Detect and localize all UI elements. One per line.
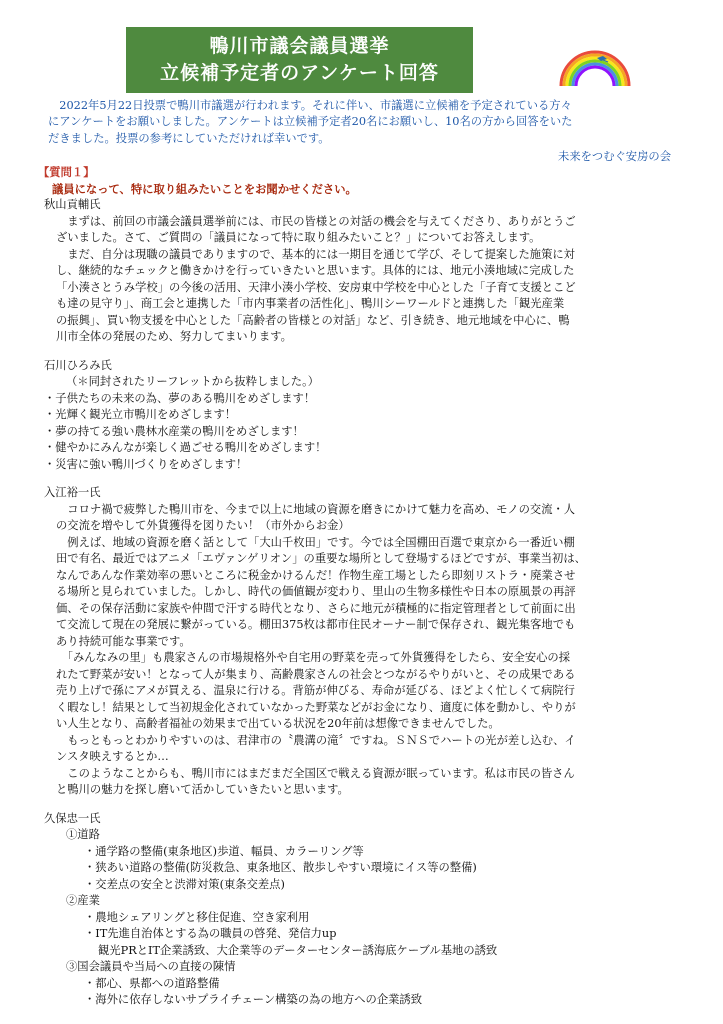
answer-line: の振興」、買い物支援を中心とした「高齢者の皆様との対話」など、引き続き、地元地域を中心に、鴨	[56, 313, 570, 327]
answer-line: れたて野菜が安い！となって人が集まり、高齢農家さんの社会とつながるやりがいと、その成果である	[56, 667, 576, 681]
answer-heading: ③国会議員や当局への直接の陳情	[66, 960, 236, 973]
answer-line: ざいました。さて、ご質問の「議員になって特に取り組みたいこと？」についてお答えします。	[56, 231, 541, 244]
answer-line: ・健やかにみんなが楽しく過ごせる鴨川をめざします！	[44, 441, 327, 454]
answer-line: 例えば、地域の資源を磨く話として「大山千枚田」です。今では全国棚田百選で東京から一番近い棚	[56, 535, 575, 549]
answer-line: ・IT先進自治体とする為の職員の啓発、発信力up	[84, 927, 337, 940]
organization-name: 未来をつむぐ安房の会	[558, 150, 671, 163]
rainbow-icon	[553, 38, 638, 88]
answer-line: まずは、前回の市議会議員選挙前には、市民の皆様との対話の機会を与えてくださり、ありがとうご	[56, 214, 576, 228]
answer-line: も達の見守り」、商工会と連携した「市内事業者の活性化」、鴨川シーワールドと連携した「観光産業	[56, 297, 565, 310]
respondent-name: 久保忠一氏	[44, 811, 101, 825]
question-label: 【質問１】	[38, 165, 95, 179]
answer-line: ・交差点の安全と渋滞対策(東条交差点)	[84, 877, 285, 891]
intro-text	[48, 98, 678, 147]
answer-line: このようなことからも、鴨川市にはまだまだ全国区で戦える資源が眠っています。私は市民の皆さん	[56, 766, 575, 780]
answer-heading: ①道路	[66, 828, 100, 841]
answer-line: 川市全体の発展のため、努力してまいります。	[56, 330, 292, 343]
respondent-name: 石川ひろみ氏	[44, 358, 112, 372]
title-line-2: 立候補予定者のアンケート回答	[160, 62, 439, 84]
answer-line: く暇なし！結果として当初規金化されていなかった野菜などがお金になり、適度に体を動かし、やりが	[56, 700, 576, 714]
question-text: 議員になって、特に取り組みたいことをお聞かせください。	[52, 181, 357, 196]
intro-line: にアンケートをお願いしました。アンケートは立候補予定者20名にお願いし、10名の方から回答をいた	[48, 115, 573, 129]
answer-line: て交流して現在の発展に繋がっている。棚田375枚は都市住民オーナー制で保存され、観光集客地でも	[56, 618, 576, 631]
answer-line: と鴨川の魅力を探し磨いて活かしていきたいと思います。	[56, 783, 349, 796]
answer-line: ・子供たちの未来の為、夢のある鴨川をめざします！	[44, 391, 316, 405]
answer-line: もっともっとわかりやすいのは、君津市の〝農溝の滝〞ですね。ＳＮＳでハートの光が差し込む、イ	[56, 733, 576, 747]
answer-line: ・夢の持てる強い農林水産業の鴨川をめざします！	[44, 424, 304, 438]
answer-line: の交流を増やして外貨獲得を図りたい！（市外からお金）	[56, 519, 350, 532]
answer-line: 観光PRとIT企業誘致、大企業等のデーターセンター誘海底ケーブル基地の誘致	[98, 943, 498, 957]
intro-line: 2022年5月22日投票で鴨川市議選が行われます。それに伴い、市議選に立候補を予定されている方々	[48, 99, 572, 112]
answer-line: ・災害に強い鴨川づくりをめざします！	[44, 457, 248, 471]
title-banner	[126, 27, 473, 93]
answer-line: 売り上げで孫にアメが買える、温泉に行ける。背筋が伸びる、寿命が延びる、ほどよく忙しくて病院行	[56, 684, 575, 697]
answer-line: し、継続的なチェックと働きかけを行っていきたいと思います。具体的には、地元小湊地域に完成した	[56, 264, 575, 277]
answer-line: ・狭あい道路の整備(防災救急、東条地区、散歩しやすい環境にイス等の整備)	[84, 861, 477, 874]
answer-line: い人生となり、高齢者福祉の効果まで出ている状況を20年前は想像できませんでした。	[56, 717, 500, 730]
answer-line: まだ、自分は現職の議員でありますので、基本的には一期目を通じて学び、そして提案した施策に対	[56, 247, 575, 261]
answer-line: コロナ禍で疲弊した鴨川市を、今まで以上に地域の資源を磨きにかけて魅力を高め、モノの交流・人	[56, 502, 576, 516]
answer-line: 「みんなみの里」も農家さんの市場規格外や自宅用の野菜を売って外貨獲得をしたら、安全安心の採	[56, 651, 571, 664]
answer-line: ・海外に依存しないサプライチェーン構築の為の地方への企業誘致	[84, 993, 423, 1006]
respondent-name: 入江裕一氏	[44, 486, 101, 499]
answer-line: 価、その保存活動に家族や仲間で汗する時代となり、さらに地元が積極的に指定管理者として前面に出	[56, 601, 576, 615]
answer-line: ・都心、県都への道路整備	[84, 976, 220, 990]
answer-line: ・農地シェアリングと移住促進、空き家利用	[84, 910, 310, 924]
intro-line: だきました。投票の参考にしていただければ幸いです。	[48, 131, 330, 145]
answer-line: 田で有名、最近ではアニメ「エヴァンゲリオン」の重要な場所として登場するほどですが、事業当初は、	[56, 552, 586, 565]
title-line-1: 鴨川市議会議員選挙	[209, 35, 390, 57]
answer-line: （＊同封されたリーフレットから抜粋しました。）	[66, 375, 320, 388]
answer-line: ・通学路の整備(東条地区)歩道、幅員、カラーリング等	[84, 844, 364, 858]
answer-line: ンスタ映えするとか…	[56, 750, 169, 763]
answer-ishikawa	[44, 374, 680, 473]
answer-line: 「小湊さとうみ学校」の今後の活用、天津小湊小学校、安房東中学校を中心とした「子育て支援とこど	[56, 280, 576, 294]
respondent-name: 秋山貢輔氏	[44, 198, 101, 211]
answer-line: る場所と見られていました。しかし、時代の価値観が変わり、里山の生物多様性や日本の原風景の再評	[56, 585, 576, 598]
answer-kubo	[44, 827, 680, 1009]
answer-line: なんであんな作業効率の悪いところに税金かけるんだ！作物生産工場としたら即刻リストラ・廃業させ	[56, 568, 576, 582]
survey-body	[38, 164, 680, 1009]
answer-line: あり持続可能な事業です。	[56, 634, 191, 648]
answer-heading: ②産業	[66, 894, 100, 907]
answer-line: ・光輝く観光立市鴨川をめざします！	[44, 408, 237, 421]
answer-irie	[44, 502, 680, 799]
answer-akiyama	[44, 214, 680, 346]
